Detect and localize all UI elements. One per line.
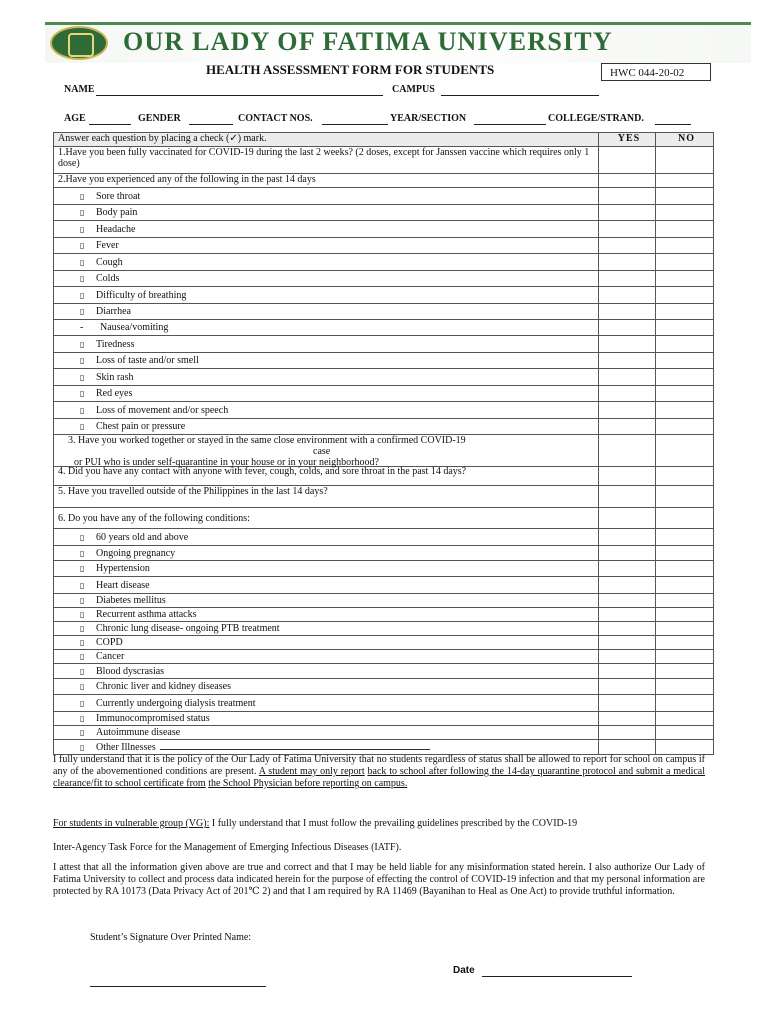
symptom-label: Body pain: [96, 207, 138, 218]
condition-row: [54, 577, 714, 594]
symptom-row: [54, 254, 714, 271]
symptom-label: Fever: [96, 240, 119, 251]
symptom-no-checkbox[interactable]: [656, 320, 714, 336]
square-bullet-icon: ▯: [80, 208, 85, 217]
attestation-paragraph: I attest that all the information given above are true and correct and that I may be held liable for any misinformation stated herein. I also authorize Our Lady of Fatima University to collect and process data indicated herein for the purpose of effecting the control of COVID-19 infection and that my personal information are protected by RA 10173 (Data Privacy Act of 201℃ 2) and that I am required by RA 11469 (Bayanihan to Heal as One Act) to provide truthful information.: [53, 862, 705, 897]
symptom-row: [54, 238, 714, 254]
year-section-field[interactable]: [474, 124, 546, 125]
condition-label: Recurrent asthma attacks: [96, 609, 197, 620]
condition-row: [54, 561, 714, 577]
question-row-5: [54, 486, 714, 508]
square-bullet-icon: ▯: [80, 666, 85, 676]
condition-no-checkbox[interactable]: [656, 712, 714, 726]
q3-yes-checkbox[interactable]: [599, 435, 656, 467]
symptom-label-cell: [54, 254, 599, 271]
symptom-no-checkbox[interactable]: [656, 386, 714, 402]
symptom-yes-checkbox[interactable]: [599, 336, 656, 353]
condition-no-checkbox[interactable]: [656, 726, 714, 740]
symptom-yes-checkbox[interactable]: [599, 238, 656, 254]
symptom-label-cell: [54, 304, 599, 320]
symptom-no-checkbox[interactable]: [656, 238, 714, 254]
condition-row: [54, 608, 714, 622]
condition-yes-checkbox[interactable]: [599, 577, 656, 594]
q5-yes-checkbox[interactable]: [599, 486, 656, 508]
condition-label: Ongoing pregnancy: [96, 547, 176, 559]
condition-row: [54, 712, 714, 726]
condition-label: Currently undergoing dialysis treatment: [96, 697, 256, 709]
symptom-row: [54, 402, 714, 419]
condition-row: [54, 695, 714, 712]
symptom-no-checkbox[interactable]: [656, 188, 714, 205]
square-bullet-icon: ▯: [80, 389, 85, 398]
condition-row: [54, 664, 714, 679]
condition-row: [54, 529, 714, 546]
vg-label: For students in vulnerable group (VG):: [53, 818, 210, 829]
question-row-6: [54, 508, 714, 529]
condition-yes-checkbox[interactable]: [599, 740, 656, 755]
condition-no-checkbox[interactable]: [656, 561, 714, 577]
symptom-label: Nausea/vomiting: [100, 322, 169, 333]
symptom-row: [54, 271, 714, 287]
university-name: OUR LADY OF FATIMA UNIVERSITY: [123, 27, 613, 56]
symptom-label-cell: [54, 320, 599, 336]
symptom-label: Colds: [96, 273, 120, 284]
other-illnesses-field[interactable]: [160, 741, 430, 750]
square-bullet-icon: ▯: [80, 596, 85, 605]
condition-yes-checkbox[interactable]: [599, 594, 656, 608]
square-bullet-icon: ▯: [80, 624, 85, 633]
symptom-label: Difficulty of breathing: [96, 289, 187, 301]
university-seal-logo: [50, 26, 108, 60]
contact-label: CONTACT NOS.: [238, 113, 313, 124]
symptom-yes-checkbox[interactable]: [599, 369, 656, 386]
campus-field[interactable]: [441, 95, 599, 96]
square-bullet-icon: ▯: [80, 652, 85, 661]
symptom-yes-checkbox[interactable]: [599, 386, 656, 402]
symptom-no-checkbox[interactable]: [656, 353, 714, 369]
condition-label: 60 years old and above: [96, 531, 189, 543]
symptom-yes-checkbox[interactable]: [599, 188, 656, 205]
condition-no-checkbox[interactable]: [656, 636, 714, 650]
symptom-yes-checkbox[interactable]: [599, 205, 656, 221]
symptom-no-checkbox[interactable]: [656, 287, 714, 304]
symptom-label: Headache: [96, 223, 136, 235]
symptom-row: [54, 386, 714, 402]
q6-yes-cell: [599, 508, 656, 529]
q4-no-checkbox[interactable]: [656, 467, 714, 486]
symptom-yes-checkbox[interactable]: [599, 419, 656, 435]
condition-label-cell: [54, 577, 599, 594]
q2-yes-cell: [599, 174, 656, 188]
college-strand-label: COLLEGE/STRAND.: [548, 113, 644, 124]
square-bullet-icon: ▯: [80, 191, 85, 201]
symptom-yes-checkbox[interactable]: [599, 254, 656, 271]
symptom-row: [54, 336, 714, 353]
condition-label-cell: [54, 650, 599, 664]
symptom-yes-checkbox[interactable]: [599, 320, 656, 336]
condition-label-cell: [54, 712, 599, 726]
symptom-row: [54, 353, 714, 369]
square-bullet-icon: ▯: [80, 714, 85, 723]
gender-field[interactable]: [189, 124, 233, 125]
q3-no-checkbox[interactable]: [656, 435, 714, 467]
symptom-label: Diarrhea: [96, 306, 131, 317]
square-bullet-icon: ▯: [80, 610, 85, 619]
condition-row: [54, 546, 714, 561]
square-bullet-icon: ▯: [80, 405, 85, 415]
condition-label-cell: [54, 546, 599, 561]
symptom-yes-checkbox[interactable]: [599, 402, 656, 419]
square-bullet-icon: ▯: [80, 224, 85, 234]
symptom-label-cell: [54, 271, 599, 287]
policy-text-b: A student may only report: [258, 766, 365, 777]
q5-no-checkbox[interactable]: [656, 486, 714, 508]
condition-no-checkbox[interactable]: [656, 608, 714, 622]
condition-no-checkbox[interactable]: [656, 546, 714, 561]
symptom-no-checkbox[interactable]: [656, 369, 714, 386]
symptom-label-cell: [54, 336, 599, 353]
condition-label-cell: [54, 561, 599, 577]
condition-yes-checkbox[interactable]: [599, 664, 656, 679]
condition-no-checkbox[interactable]: [656, 740, 714, 755]
symptom-row: [54, 287, 714, 304]
condition-row: [54, 679, 714, 695]
question-1-text: 1.Have you been fully vaccinated for COVID-19 during the last 2 weeks? (2 doses, except for Janssen vaccine which requires only 1 dose): [54, 147, 599, 174]
question-6-text: 6. Do you have any of the following conditions:: [54, 508, 599, 529]
symptom-label: Chest pain or pressure: [96, 421, 186, 432]
q6-no-cell: [656, 508, 714, 529]
symptom-yes-checkbox[interactable]: [599, 271, 656, 287]
condition-label-cell: [54, 695, 599, 712]
policy-text-c: back to school after following the 14-day quarantine protocol and submit a medical clearance/fit to school certificate from: [53, 766, 706, 789]
symptom-row: [54, 369, 714, 386]
condition-label-cell: [54, 636, 599, 650]
condition-label: Chronic lung disease- ongoing PTB treatment: [96, 623, 280, 634]
square-bullet-icon: ▯: [80, 372, 85, 382]
symptom-no-checkbox[interactable]: [656, 205, 714, 221]
health-questionnaire-table: [53, 132, 714, 755]
q4-yes-checkbox[interactable]: [599, 467, 656, 486]
question-4-text: 4. Did you have any contact with anyone with fever, cough, colds, and sore throat in the past 14 days?: [54, 467, 599, 486]
condition-yes-checkbox[interactable]: [599, 679, 656, 695]
symptom-label: Red eyes: [96, 388, 133, 399]
age-field[interactable]: [89, 124, 131, 125]
condition-yes-checkbox[interactable]: [599, 546, 656, 561]
condition-label-cell: [54, 594, 599, 608]
condition-yes-checkbox[interactable]: [599, 726, 656, 740]
symptom-no-checkbox[interactable]: [656, 402, 714, 419]
symptom-row: [54, 188, 714, 205]
condition-yes-checkbox[interactable]: [599, 561, 656, 577]
symptom-label: Loss of movement and/or speech: [96, 404, 229, 416]
condition-row: [54, 650, 714, 664]
square-bullet-icon: ▯: [80, 356, 85, 365]
symptom-yes-checkbox[interactable]: [599, 287, 656, 304]
question-row-4: [54, 467, 714, 486]
name-label: NAME: [64, 84, 95, 95]
symptom-yes-checkbox[interactable]: [599, 304, 656, 320]
square-bullet-icon: ▯: [80, 241, 85, 250]
symptom-yes-checkbox[interactable]: [599, 221, 656, 238]
square-bullet-icon: ▯: [80, 580, 85, 590]
q1-yes-checkbox[interactable]: [599, 147, 656, 174]
symptom-no-checkbox[interactable]: [656, 271, 714, 287]
square-bullet-icon: ▯: [80, 682, 85, 691]
square-bullet-icon: ▯: [80, 638, 85, 647]
symptom-row: [54, 419, 714, 435]
gender-label: GENDER: [138, 113, 181, 124]
condition-label: Heart disease: [96, 579, 150, 591]
square-bullet-icon: ▯: [80, 728, 85, 737]
square-bullet-icon: ▯: [80, 307, 85, 316]
condition-yes-checkbox[interactable]: [599, 695, 656, 712]
condition-label: COPD: [96, 637, 123, 648]
form-code: HWC 044-20-02: [601, 63, 711, 81]
symptom-label-cell: [54, 238, 599, 254]
condition-label-cell: [54, 740, 599, 755]
policy-text-a: I fully understand that it is the policy of the Our Lady of Fatima University that no students regardless of status shall be allowed to report for school on campus if any of the abovementioned conditions are present.: [53, 754, 705, 777]
square-bullet-icon: ▯: [80, 532, 85, 542]
condition-label-cell: [54, 608, 599, 622]
condition-yes-checkbox[interactable]: [599, 650, 656, 664]
condition-label-cell: [54, 529, 599, 546]
symptom-label: Cough: [96, 256, 123, 268]
question-row-3: [54, 435, 714, 467]
symptom-yes-checkbox[interactable]: [599, 353, 656, 369]
condition-label-cell: [54, 664, 599, 679]
campus-label: CAMPUS: [392, 84, 435, 95]
square-bullet-icon: ▯: [80, 564, 85, 573]
condition-yes-checkbox[interactable]: [599, 529, 656, 546]
dash-bullet: -: [80, 322, 84, 333]
symptom-label: Sore throat: [96, 190, 141, 202]
question-row-2: [54, 174, 714, 188]
symptom-label-cell: [54, 221, 599, 238]
seal-emblem: [68, 33, 94, 57]
date-field[interactable]: [482, 976, 632, 977]
condition-no-checkbox[interactable]: [656, 695, 714, 712]
symptom-no-checkbox[interactable]: [656, 254, 714, 271]
square-bullet-icon: ▯: [80, 257, 85, 267]
symptom-label: Skin rash: [96, 371, 134, 383]
symptom-label-cell: [54, 419, 599, 435]
condition-label: Immunocompromised status: [96, 713, 210, 724]
symptom-label-cell: [54, 402, 599, 419]
year-section-label: YEAR/SECTION: [390, 113, 467, 124]
policy-text-d: the School Physician before reporting on campus.: [208, 778, 408, 789]
table-header-row: [54, 133, 714, 147]
square-bullet-icon: ▯: [80, 290, 85, 300]
q1-no-checkbox[interactable]: [656, 147, 714, 174]
condition-row: [54, 594, 714, 608]
condition-yes-checkbox[interactable]: [599, 622, 656, 636]
symptom-row: [54, 221, 714, 238]
condition-label: Other Illnesses: [96, 742, 156, 753]
square-bullet-icon: ▯: [80, 743, 85, 752]
symptom-label: Loss of taste and/or smell: [96, 355, 199, 366]
square-bullet-icon: ▯: [80, 698, 85, 708]
date-label: Date: [453, 965, 475, 976]
condition-row: [54, 740, 714, 755]
signature-label: Student’s Signature Over Printed Name:: [90, 932, 252, 943]
condition-row: [54, 636, 714, 650]
yes-column-header: YES: [599, 133, 656, 147]
condition-no-checkbox[interactable]: [656, 622, 714, 636]
symptom-label-cell: [54, 369, 599, 386]
symptom-no-checkbox[interactable]: [656, 221, 714, 238]
condition-label: Cancer: [96, 651, 125, 662]
condition-label: Autoimmune disease: [96, 727, 181, 738]
square-bullet-icon: ▯: [80, 422, 85, 431]
question-3-line-3: or PUI who is under self-quarantine in your house or in your neighborhood?: [74, 457, 379, 468]
condition-label-cell: [54, 622, 599, 636]
condition-label-cell: [54, 679, 599, 695]
symptom-no-checkbox[interactable]: [656, 336, 714, 353]
symptom-label-cell: [54, 287, 599, 304]
square-bullet-icon: ▯: [80, 274, 85, 283]
condition-no-checkbox[interactable]: [656, 529, 714, 546]
condition-label-cell: [54, 726, 599, 740]
condition-no-checkbox[interactable]: [656, 664, 714, 679]
symptom-label: Tiredness: [96, 338, 135, 350]
condition-row: [54, 622, 714, 636]
condition-label: Chronic liver and kidney diseases: [96, 681, 231, 692]
question-2-text: 2.Have you experienced any of the following in the past 14 days: [54, 174, 599, 188]
q2-no-cell: [656, 174, 714, 188]
condition-yes-checkbox[interactable]: [599, 712, 656, 726]
question-3-line-2: case: [313, 446, 331, 457]
form-title: HEALTH ASSESSMENT FORM FOR STUDENTS: [206, 62, 495, 77]
contact-field[interactable]: [322, 124, 388, 125]
age-label: AGE: [64, 113, 86, 124]
condition-no-checkbox[interactable]: [656, 594, 714, 608]
question-3-line-1: 3. Have you worked together or stayed in the same close environment with a confirmed COVID-19: [68, 435, 466, 446]
square-bullet-icon: ▯: [80, 548, 85, 558]
condition-label: Blood dyscrasias: [96, 665, 165, 677]
condition-no-checkbox[interactable]: [656, 577, 714, 594]
symptom-row: [54, 320, 714, 336]
square-bullet-icon: ▯: [80, 339, 85, 349]
university-banner: [45, 22, 751, 64]
symptom-row: [54, 205, 714, 221]
condition-label: Hypertension: [96, 563, 150, 574]
symptom-label-cell: [54, 353, 599, 369]
symptom-no-checkbox[interactable]: [656, 304, 714, 320]
signature-field[interactable]: [90, 986, 266, 987]
name-field[interactable]: [96, 95, 383, 96]
question-row-1: [54, 147, 714, 174]
no-column-header: NO: [656, 133, 714, 147]
condition-no-checkbox[interactable]: [656, 679, 714, 695]
college-strand-field[interactable]: [655, 124, 691, 125]
condition-label: Diabetes mellitus: [96, 595, 166, 606]
condition-yes-checkbox[interactable]: [599, 608, 656, 622]
symptom-no-checkbox[interactable]: [656, 419, 714, 435]
symptom-label-cell: [54, 188, 599, 205]
instruction-text: Answer each question by placing a check (✓) mark.: [54, 133, 599, 147]
condition-no-checkbox[interactable]: [656, 650, 714, 664]
question-5-text: 5. Have you travelled outside of the Philippines in the last 14 days?: [54, 486, 599, 508]
symptom-label-cell: [54, 205, 599, 221]
vulnerable-group-paragraph: [53, 818, 705, 830]
condition-row: [54, 726, 714, 740]
symptom-row: [54, 304, 714, 320]
policy-paragraph: [53, 754, 705, 790]
vg-text: I fully understand that I must follow the prevailing guidelines prescribed by the COVID-19: [211, 818, 578, 829]
question-3-text: [54, 435, 599, 467]
symptom-label-cell: [54, 386, 599, 402]
iatf-line: Inter-Agency Task Force for the Management of Emerging Infectious Diseases (IATF).: [53, 842, 402, 853]
condition-yes-checkbox[interactable]: [599, 636, 656, 650]
